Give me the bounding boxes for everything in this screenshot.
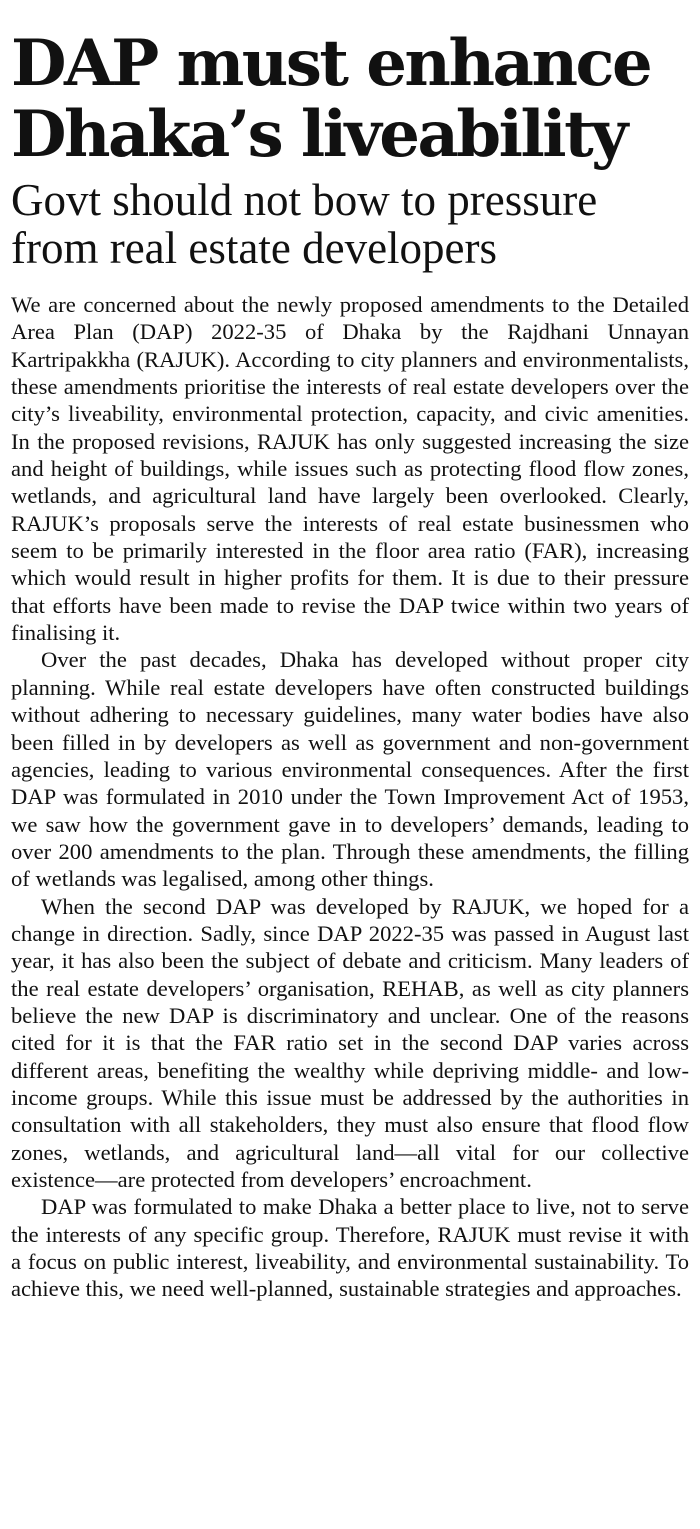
subheadline — [11, 176, 689, 272]
subheadline-line-2: from real estate developers — [11, 223, 498, 273]
body-paragraph-2: Over the past decades, Dhaka has developed without proper city planning. While real estate developers have often constructed buildings without adhering to necessary guidelines, many water bodies have also been filled in by developers as well as government and non-government agencies, leading to various environmental consequences. After the first DAP was formulated in 2010 under the Town Improvement Act of 1953, we saw how the government gave in to developers’ demands, leading to over 200 amendments to the plan. Through these amendments, the filling of wetlands was legalised, among other things. — [11, 647, 689, 892]
headline-line-1: DAP must enhance — [11, 26, 651, 101]
editorial-article — [11, 0, 689, 1303]
body-paragraph-3: When the second DAP was developed by RAJUK, we hoped for a change in direction. Sadly, since DAP 2022-35 was passed in August last year, it has also been the subject of debate and criticism. Many leaders of the real estate developers’ organisation, REHAB, as well as city planners believe the new DAP is discriminatory and unclear. One of the reasons cited for it is that the FAR ratio set in the second DAP varies across different areas, benefiting the wealthy while depriving middle- and low-income groups. While this issue must be addressed by the authorities in consultation with all stakeholders, they must also ensure that flood flow zones, wetlands, and agricultural land—all vital for our collective existence—are protected from developers’ encroachment. — [11, 893, 689, 1192]
subheadline-line-1: Govt should not bow to pressure — [11, 175, 598, 225]
body-paragraph-1: We are concerned about the newly proposed amendments to the Detailed Area Plan (DAP) 2022-35 of Dhaka by the Rajdhani Unnayan Kartripakkha (RAJUK). According to city planners and environmentalists, these amendments prioritise the interests of real estate developers over the city’s liveability, environmental protection, capacity, and civic amenities. In the proposed revisions, RAJUK has only suggested increasing the size and height of buildings, while issues such as protecting flood flow zones, wetlands, and agricultural land have largely been overlooked. Clearly, RAJUK’s proposals serve the interests of real estate businessmen who seem to be primarily interested in the floor area ratio (FAR), increasing which would result in higher profits for them. It is due to their pressure that efforts have been made to revise the DAP twice within two years of finalising it. — [11, 292, 689, 646]
headline — [11, 28, 689, 170]
article-body — [11, 291, 689, 1303]
headline-line-2: Dhaka’s liveability — [11, 97, 626, 172]
body-paragraph-4: DAP was formulated to make Dhaka a better place to live, not to serve the interests of any specific group. Therefore, RAJUK must revise it with a focus on public interest, liveability, and environmental sustainability. To achieve this, we need well-planned, sustainable strategies and approaches. — [11, 1194, 689, 1302]
